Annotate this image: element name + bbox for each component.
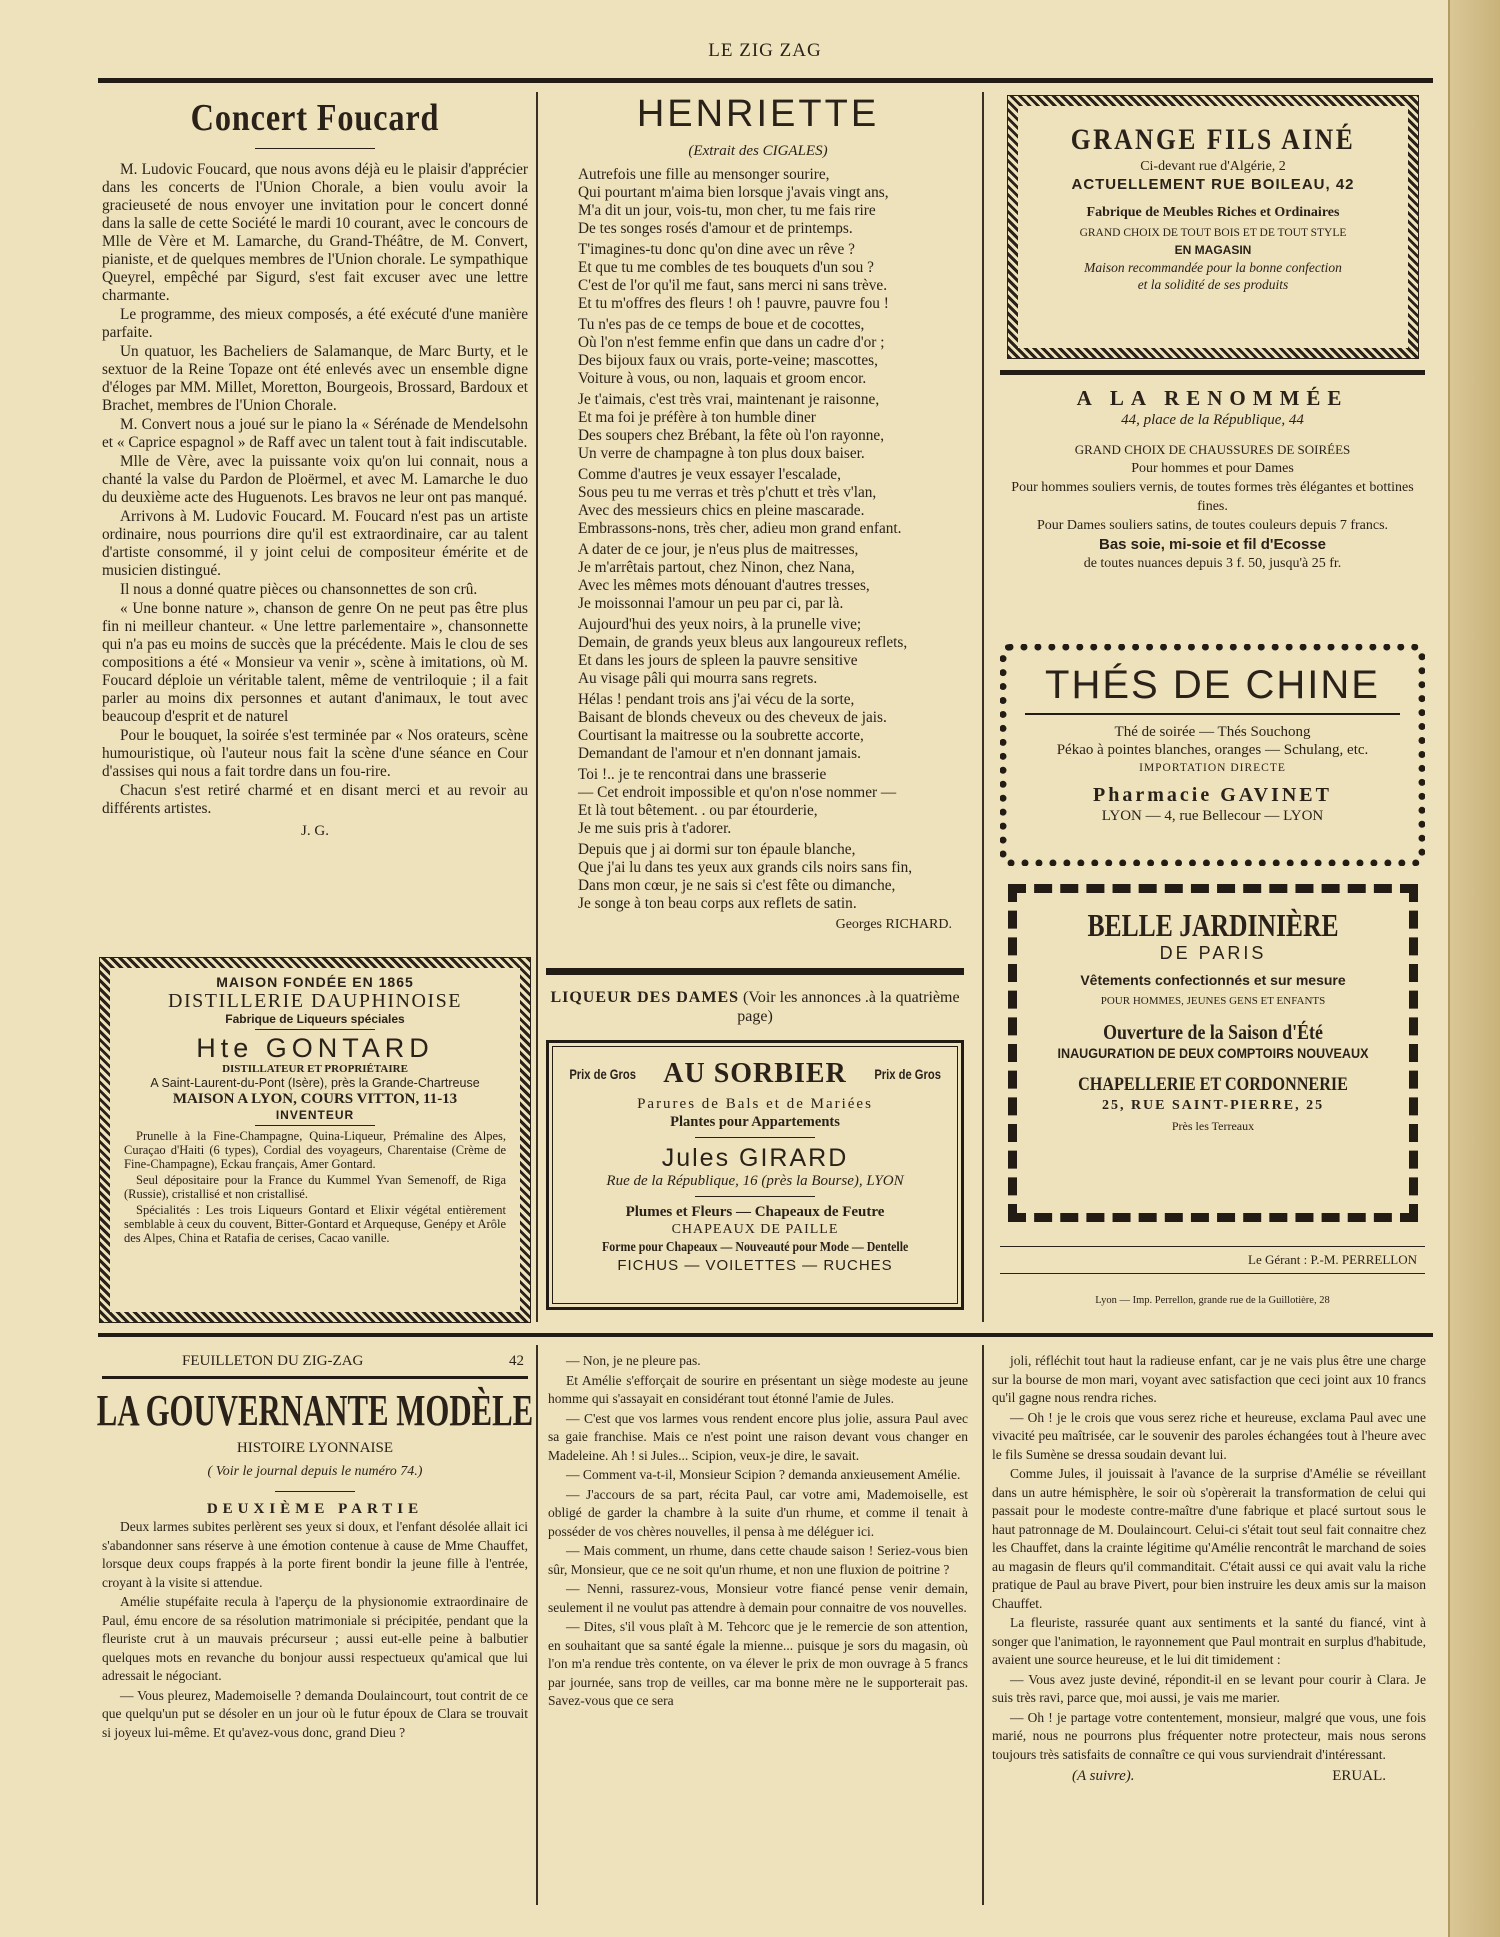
verse-line: Toi !.. je te rencontrai dans une brasserie xyxy=(578,766,827,783)
feuilleton-paragraph: Et Amélie s'efforçait de sourire en présentant un siège modeste au jeune homme qui s'assayait en considérant tout étonné l'amie de Jules. xyxy=(548,1372,968,1406)
feuilleton-paragraph: La fleuriste, rassurée quant aux sentiments et la santé du fiancé, vint à songer que l'animation, le rayonnement que Paul montrait en surplus d'habitude, avaient une source heureuse, et le lui dit timidement : xyxy=(992,1615,1426,1667)
verse-line: Hélas ! pendant trois ans j'ai vécu de la sorte, xyxy=(578,691,855,708)
grange-ad xyxy=(1008,96,1418,358)
verse-line: Où l'on n'est femme enfin que dans un cadre d'or ; xyxy=(578,334,885,351)
page-header: LE ZIG ZAG xyxy=(708,40,822,61)
article-paragraph: Arrivons à M. Ludovic Foucard. M. Foucard n'est pas un artiste ordinaire, nous pourrions dire qu'il est extraordinaire, car au talent d'artiste consommé, il y joint celui de compositeur émérite et de musicien distingué. xyxy=(102,508,528,579)
verse-line: Dans mon cœur, je ne sais si c'est fête ou dimanche, xyxy=(578,877,896,894)
jardiniere-ad xyxy=(1008,884,1418,1222)
distillerie-ad xyxy=(100,958,530,1322)
feuilleton-paragraph-list xyxy=(548,1352,968,1711)
feuilleton-col1 xyxy=(96,1352,534,1743)
to-follow: (A suivre). xyxy=(1072,1768,1135,1784)
ad-line: Maison recommandée pour la bonne confection xyxy=(1084,260,1342,275)
feuilleton-paragraph: — Mais comment, un rhume, dans cette chaude saison ! Seriez-vous bien sûr, Monsieur, que ce ne soit qu'un rhume, et non une fluxion de poitrine ? xyxy=(548,1543,968,1577)
ad-paragraph: Spécialités : Les trois Liqueurs Gontard et Elixir végétal entièrement semblable à ceux du couvent, Bitter-Gontard et Arquequse, Genépy et Arôle des Alpes, China et Ratafia de cerises, Cacao vanille. xyxy=(124,1203,506,1245)
printer-line: Lyon — Imp. Perrellon, grande rue de la Guillotière, 28 xyxy=(1095,1295,1330,1306)
feuilleton-paragraph: — Comment va-t-il, Monsieur Scipion ? demanda anxieusement Amélie. xyxy=(566,1467,961,1482)
ad-title: BELLE JARDINIÈRE xyxy=(1087,907,1339,943)
verse-line: A dater de ce jour, je n'eus plus de maitresses, xyxy=(578,541,859,558)
henriette-poem xyxy=(548,92,968,933)
stanza xyxy=(578,541,968,613)
column-divider xyxy=(982,92,984,1322)
feuilleton-col2 xyxy=(548,1352,968,1712)
title-rule xyxy=(255,148,375,149)
feuilleton-subtitle: HISTOIRE LYONNAISE xyxy=(236,1440,394,1456)
page-edge xyxy=(1448,0,1500,1937)
article-paragraph: Il nous a donné quatre pièces ou chansonnettes de son crû. xyxy=(120,581,478,598)
verse-line: Comme d'autres je veux essayer l'escalade, xyxy=(578,466,841,483)
ad-line: Pour hommes souliers vernis, de toutes formes très élégantes et bottines fines. xyxy=(1011,480,1414,514)
ad-line: CHAPELLERIE ET CORDONNERIE xyxy=(1078,1074,1348,1095)
stanza xyxy=(578,241,968,313)
ad-line: MAISON A LYON, COURS VITTON, 11-13 xyxy=(172,1091,458,1107)
article-paragraph: Pour le bouquet, la soirée s'est terminée par « Nos orateurs, scène humouristique, où l'auteur nous fait la scène d'une séance en Cour d'assises qui nous a fait tordre dans un fou-rire. xyxy=(102,727,528,780)
ad-line: INAUGURATION DE DEUX COMPTOIRS NOUVEAUX xyxy=(1057,1045,1369,1061)
verse-line: Un verre de champagne à ton plus doux baiser. xyxy=(578,445,865,462)
verse-line: Qui pourtant m'aima bien lorsque j'avais vingt ans, xyxy=(578,184,889,201)
article-paragraph: M. Ludovic Foucard, que nous avons déjà eu le plaisir d'apprécier dans les concerts de l'Union Chorale, a bien voulu avoir la gracieuseté de nous envoyer une invitation pour le concert donné dans la salle de cette Société le mardi 10 courant, avec le concours de Mlle de Vère et M. Lamarche, du Grand-Théâtre, de M. Convert, pianiste, et de quelques membres de l'Union chorale. Le sympathique Queyrel, empêché par Sigurd, s'est fait excuser avec une lettre charmante. xyxy=(102,161,528,304)
article-title: Concert Foucard xyxy=(190,97,440,139)
gerant-line: Le Gérant : P.-M. PERRELLON xyxy=(1000,1246,1425,1274)
ad-line: Ouverture de la Saison d'Été xyxy=(1103,1020,1323,1044)
feuilleton-paragraph-list xyxy=(992,1352,1426,1764)
liqueur-note: (Voir les annonces .à la quatrième page) xyxy=(737,989,960,1025)
concert-article xyxy=(102,96,528,840)
ad-line: Plumes et Fleurs — Chapeaux de Feutre xyxy=(625,1204,885,1220)
ad-line: CHAPEAUX DE PAILLE xyxy=(671,1222,839,1237)
article-signature: J. G. xyxy=(301,823,329,839)
feuilleton-paragraph: Amélie stupéfaite recula à l'aperçu de la physionomie extraordinaire de Paul, ému encore de sa résolution matrimoniale si précipitée, pendant que la fleuriste crut à un mauvais précurseur ; aussi eut-elle peine à balbutier quelques mots en revanche du bonjour aussi respectueux qu'amical que lui adressait le négociant. xyxy=(102,1594,528,1683)
verse-line: De tes songes rosés d'amour et de printemps. xyxy=(578,220,853,237)
ad-name: Pharmacie GAVINET xyxy=(1093,784,1332,806)
ad-brand: Hte GONTARD xyxy=(196,1033,434,1063)
article-paragraph: « Une bonne nature », chanson de genre On ne peut pas être plus fin ni meilleur chanteur. « Une lettre parlementaire », chansonnette qui n'a pas eu moins de succès que la précédente. Mais le clou de ses compositions a été « Monsieur va venir », scène à imitations, où M. Foucard déploie un véritable talent, même de ventriloquie ; il a fait parler au moins dix personnes et autant d'animaux, le tout avec beaucoup d'esprit et de naturel xyxy=(102,600,528,725)
verse-line: Avec des messieurs chics en pleine mascarade. xyxy=(578,502,865,519)
ad-name: DISTILLERIE DAUPHINOISE xyxy=(168,990,462,1012)
feuilleton-paragraph: — Oh ! je partage votre contentement, monsieur, malgré que vous, une fois marié, nous ne pourrons plus fréquenter notre protecteur, mais nous serons toujours très satisfaits de connaître ce qui vous surviendrait d'intéressant. xyxy=(992,1709,1426,1762)
verse-line: M'a dit un jour, vois-tu, mon cher, tu me fais rire xyxy=(578,202,876,219)
ad-line: FICHUS — VOILETTES — RUCHES xyxy=(617,1257,893,1274)
ad-line: ACTUELLEMENT RUE BOILEAU, 42 xyxy=(1071,176,1355,193)
stanza xyxy=(578,766,968,838)
feuilleton-paragraph: — Vous pleurez, Mademoiselle ? demanda Doulaincourt, tout contrit de ce que quelqu'un put se désoler en un jour où le futur époux de Clara se trouvait si joyeux lui-même. Et qu'avez-vous donc, grand Dieu ? xyxy=(102,1687,528,1740)
renommee-ad xyxy=(1000,386,1425,573)
verse-line: Avec les mêmes mots dénouant d'autres tresses, xyxy=(578,577,870,594)
ad-line: Fabrique de Liqueurs spéciales xyxy=(225,1012,405,1026)
ad-line: GRAND CHOIX DE TOUT BOIS ET DE TOUT STYLE xyxy=(1079,227,1347,239)
ad-paragraph: Seul dépositaire pour la France du Kummel Yvan Semenoff, de Riga (Russie), cristallisé et non cristallisé. xyxy=(124,1173,506,1201)
ad-line: et la solidité de ses produits xyxy=(1137,277,1289,292)
ad-paragraph: Prunelle à la Fine-Champagne, Quina-Liqueur, Prémaline des Alpes, Curaçao d'Haiti (6 types), Cordial des voyageurs, Charentaise (Crème de Fine-Champagne), Eckau français, Amer Gontard. xyxy=(124,1129,506,1171)
verse-line: Des bijoux faux ou vrais, porte-veine; mascottes, xyxy=(578,352,878,369)
feuilleton-paragraph: — Oh ! je le crois que vous serez riche et heureuse, exclama Paul avec une vivacité peu maîtrisée, car le souvenir des paroles échangées tout à l'heure avec le fils Sumène se dressa soudain devant lui. xyxy=(992,1409,1426,1462)
feuilleton-title: LA GOUVERNANTE MODÈLE xyxy=(96,1386,534,1435)
column-divider xyxy=(536,1345,538,1905)
ad-line: Fabrique de Meubles Riches et Ordinaires xyxy=(1086,205,1340,220)
feuilleton-paragraph: — J'accours de sa part, récita Paul, car votre ami, Mademoiselle, est obligé de garder la chambre à la suite d'un rhume, et comme il tenait à posséder de vos chères nouvelles, il pensa à me déléguer ici. xyxy=(548,1486,968,1539)
column-divider xyxy=(982,1345,984,1905)
ad-line: Ci-devant rue d'Algérie, 2 xyxy=(1140,159,1286,174)
ad-line: Près les Terreaux xyxy=(1171,1119,1255,1133)
verse-line: Au visage pâli qui mourra sans regrets. xyxy=(578,670,818,687)
article-paragraph: Mlle de Vère, avec la puissante voix qu'on lui connait, nous a chanté la valse du Pardon de Ploërmel, et avec M. Lamarche le duo du deuxième acte des Huguenots. Les bravos ne leur ont pas manqué. xyxy=(102,453,528,506)
ad-title: GRANGE FILS AINÉ xyxy=(1070,123,1356,156)
feuilleton-paragraph: Comme Jules, il jouissait à l'avance de la surprise d'Amélie se réveillant dans un autre hémisphère, le soir où s'opèrerait la transformation de celui qui passait pour le modeste contre-maître d'une fabrique et placé surtout sous le haut patronnage de M. Doulaincourt. Celui-ci s'était tout seul fait connaitre chez les Chauffet, dans la crainte légitime qu'Amélie rencontrât le marchand de soies au magasin de fleurs qu'il commanditait. C'était aussi ce qui avait valu la riche pratique de Paul au brave Pivert, pour bien instruire les deux amis sur la maison Chauffet. xyxy=(992,1466,1426,1611)
verse-line: T'imagines-tu donc qu'on dine avec un rêve ? xyxy=(578,241,855,258)
verse-line: Et dans les jours de spleen la pauvre sensitive xyxy=(578,652,858,669)
ad-address: LYON — 4, rue Bellecour — LYON xyxy=(1101,808,1324,824)
verse-line: Demandant de l'amour et n'en donnant jamais. xyxy=(578,745,861,762)
ad-line: Pour hommes et pour Dames xyxy=(1131,461,1294,476)
header-rule xyxy=(98,78,1433,83)
feuilleton-col3 xyxy=(992,1352,1426,1785)
part-heading: DEUXIÈME PARTIE xyxy=(206,1501,424,1517)
ad-line: A Saint-Laurent-du-Pont (Isère), près la Grande-Chartreuse xyxy=(150,1076,480,1090)
verse-line: Depuis que j ai dormi sur ton épaule blanche, xyxy=(578,841,856,858)
feuilleton-paragraph: — Dites, s'il vous plaît à M. Tehcorc que je le remercie de son attention, en souhaitant que sa santé égale la mienne... puisque je sors du magasin, où l'on m'a rendue très contente, on va élever le prix de mon ouvrage à 5 francs par journée, sans trop de veilles, car ma bonne mère ne le supporterait pas. Savez-vous que ce sera xyxy=(548,1619,968,1708)
ad-line: Vêtements confectionnés et sur mesure xyxy=(1080,972,1346,988)
feuilleton-paragraph: — Non, je ne pleure pas. xyxy=(566,1353,701,1368)
feuilleton-paragraph: — Vous avez juste deviné, répondit-il en se levant pour courir à Clara. Je suis très ravi, parce que, moi aussi, je vais me marier. xyxy=(992,1671,1426,1705)
ad-title: A LA RENOMMÉE xyxy=(1076,386,1349,410)
feuilleton-paragraph: joli, réfléchit tout haut la radieuse enfant, car je ne vais plus être une charge sur la bourse de mon mari, voyant avec satisfaction que ceci joint aux 10 francs qu'il gagne nous rendra riches. xyxy=(992,1353,1426,1405)
liqueur-name: LIQUEUR DES DAMES xyxy=(550,989,740,1006)
thes-ad xyxy=(1000,644,1425,866)
feuilleton-rule xyxy=(98,1333,1433,1337)
ad-rule xyxy=(255,1125,375,1126)
liqueur-notice xyxy=(548,988,962,1026)
feuilleton-number: 42 xyxy=(509,1353,524,1369)
stanza xyxy=(578,316,968,388)
feuilleton-author: ERUAL. xyxy=(1332,1768,1386,1784)
verse-line: Aujourd'hui des yeux noirs, à la prunelle vive; xyxy=(578,616,862,633)
verse-line: Je songe à ton beau corps aux reflets de satin. xyxy=(578,895,857,912)
ad-line: Pour Dames souliers satins, de toutes couleurs depuis 7 francs. xyxy=(1036,518,1389,533)
ad-address: 25, RUE SAINT-PIERRE, 25 xyxy=(1101,1098,1325,1113)
ad-line: de toutes nuances depuis 3 f. 50, jusqu'à 25 fr. xyxy=(1083,556,1342,571)
ad-address: 44, place de la République, 44 xyxy=(1121,412,1304,428)
verse-line: Et ma foi je préfère à ton humble diner xyxy=(578,409,816,426)
ad-line: Thé de soirée — Thés Souchong xyxy=(1114,724,1311,740)
feuilleton-paragraph: Deux larmes subites perlèrent ses yeux si doux, et l'enfant désolée allait ici s'abandonner sans réserve à une émotion contenue à cause de Mme Chauffet, lorsque deux coups frappés à la porte firent bondir la jeune fille à l'entrée, croyant à la visite si attendue. xyxy=(102,1519,528,1590)
ad-title: THÉS DE CHINE xyxy=(1045,663,1380,707)
sorbier-ad xyxy=(546,1040,964,1310)
verse-line: Et tu m'offres des fleurs ! oh ! pauvre, pauvre fou ! xyxy=(578,295,889,312)
ad-line: POUR HOMMES, JEUNES GENS ET ENFANTS xyxy=(1100,995,1326,1007)
ad-paragraph-list xyxy=(124,1129,506,1245)
ad-line: MAISON FONDÉE EN 1865 xyxy=(216,974,414,990)
stanza xyxy=(578,466,968,538)
verse-line: Et là tout bêtement. . ou par étourderie, xyxy=(578,802,818,819)
poem-subtitle: (Extrait des CIGALES) xyxy=(688,143,828,159)
poem-stanzas xyxy=(548,166,968,913)
ad-line: Parures de Bals et de Mariées xyxy=(637,1096,873,1112)
verse-line: Tu n'es pas de ce temps de boue et de cocottes, xyxy=(578,316,865,333)
verse-line: Demain, de grands yeux bleus aux langoureux reflets, xyxy=(578,634,908,651)
verse-line: — Cet endroit impossible et qu'on n'ose nommer — xyxy=(578,784,897,801)
verse-line: C'est de l'or qu'il me faut, sans merci ni sans trève. xyxy=(578,277,888,294)
ad-rule xyxy=(695,1137,815,1138)
verse-line: Sous peu tu me verras et très p'chutt et très v'lan, xyxy=(578,484,877,501)
verse-line: Je moissonnai l'amour un peu par ci, par là. xyxy=(578,595,844,612)
verse-line: Je me suis pris à t'adorer. xyxy=(578,820,732,837)
article-paragraph: Un quatuor, les Bacheliers de Salamanque, de Marc Burty, et le sextuor de la Reine Topaze ont été enlevés avec un ensemble digne d'éloges par MM. Millet, Moretton, Bourgeois, Brossard, Bardoux et Brachet, membres de l'Union Chorale. xyxy=(102,343,528,414)
verse-line: Que j'ai lu dans tes yeux aux grands cils noirs sans fin, xyxy=(578,859,913,876)
verse-line: Des soupers chez Brébant, la fête où l'on rayonne, xyxy=(578,427,885,444)
stanza xyxy=(578,166,968,238)
stanza xyxy=(578,391,968,463)
section-rule xyxy=(546,968,964,975)
article-paragraph: Le programme, des mieux composés, a été exécuté d'une manière parfaite. xyxy=(102,306,528,341)
feuilleton-paragraph: — Nenni, rassurez-vous, Monsieur votre fiancé pense venir demain, seulement il ne voulut pas attendre à demain pour connaitre de vos nouvelles. xyxy=(548,1581,968,1615)
article-paragraph: M. Convert nous a joué sur le piano la « Sérénade de Mendelsohn et « Caprice espagnol » de Raff avec un talent tout à fait indiscutable. xyxy=(102,416,528,451)
verse-line: Embrassons-nons, très cher, adieu mon grand enfant. xyxy=(578,520,902,537)
article-paragraph: Chacun s'est retiré charmé et en disant merci et au revoir au différents artistes. xyxy=(102,782,528,817)
poem-signature: Georges RICHARD. xyxy=(835,917,952,932)
ad-line: Forme pour Chapeaux — Nouveauté pour Mode — Dentelle xyxy=(601,1240,909,1255)
section-rule xyxy=(1000,370,1425,375)
ad-rule xyxy=(255,1029,375,1030)
ad-line: INVENTEUR xyxy=(275,1108,355,1122)
ad-name: Jules GIRARD xyxy=(661,1144,849,1172)
ad-address: Rue de la République, 16 (près la Bourse), LYON xyxy=(606,1173,904,1189)
poem-title: HENRIETTE xyxy=(636,93,880,135)
ad-line: Bas soie, mi-soie et fil d'Ecosse xyxy=(1099,536,1326,553)
ad-side-label: Prix de Gros xyxy=(569,1066,636,1082)
feuilleton-paragraph: — C'est que vos larmes vous rendent encore plus jolie, assura Paul avec sa gaie franchise. Mais ce n'est point une raison devant vous changer en Madeleine. Ah ! si Jules... Scipion, veux-je dire, le savait. xyxy=(548,1410,968,1463)
verse-line: Et que tu me combles de tes bouquets d'un sou ? xyxy=(578,259,874,276)
ad-line: Pékao à pointes blanches, oranges — Schulang, etc. xyxy=(1056,742,1369,758)
feuilleton-paragraph-list xyxy=(102,1518,528,1742)
verse-line: Voiture à vous, ou non, laquais et groom encor. xyxy=(578,370,867,387)
feuilleton-note: ( Voir le journal depuis le numéro 74.) xyxy=(207,1464,423,1479)
ad-rule xyxy=(695,1196,815,1197)
verse-line: Courtisant la maitresse ou la soubrette accorte, xyxy=(578,727,864,744)
stanza xyxy=(578,841,968,913)
ad-line: IMPORTATION DIRECTE xyxy=(1139,762,1286,774)
column-divider xyxy=(536,92,538,1322)
ad-line: DE PARIS xyxy=(1159,943,1267,963)
ad-line: DISTILLATEUR ET PROPRIÉTAIRE xyxy=(222,1063,408,1075)
ad-side-label: Prix de Gros xyxy=(874,1066,941,1082)
verse-line: Baisant de blonds cheveux ou des cheveux de jais. xyxy=(578,709,887,726)
ad-line: Plantes pour Appartements xyxy=(670,1114,840,1130)
verse-line: Je t'aimais, c'est très vrai, maintenant je raisonne, xyxy=(578,391,880,408)
ad-line: GRAND CHOIX DE CHAUSSURES DE SOIRÉES xyxy=(1074,442,1351,457)
article-paragraph-list xyxy=(102,161,528,818)
verse-line: Je m'arrêtais partout, chez Ninon, chez Nana, xyxy=(578,559,855,576)
feuilleton-label: FEUILLETON DU ZIG-ZAG xyxy=(182,1353,364,1369)
stanza xyxy=(578,691,968,763)
ad-title: AU SORBIER xyxy=(663,1058,847,1089)
ad-line: EN MAGASIN xyxy=(1174,243,1252,257)
verse-line: Autrefois une fille au mensonger sourire, xyxy=(578,166,830,183)
stanza xyxy=(578,616,968,688)
